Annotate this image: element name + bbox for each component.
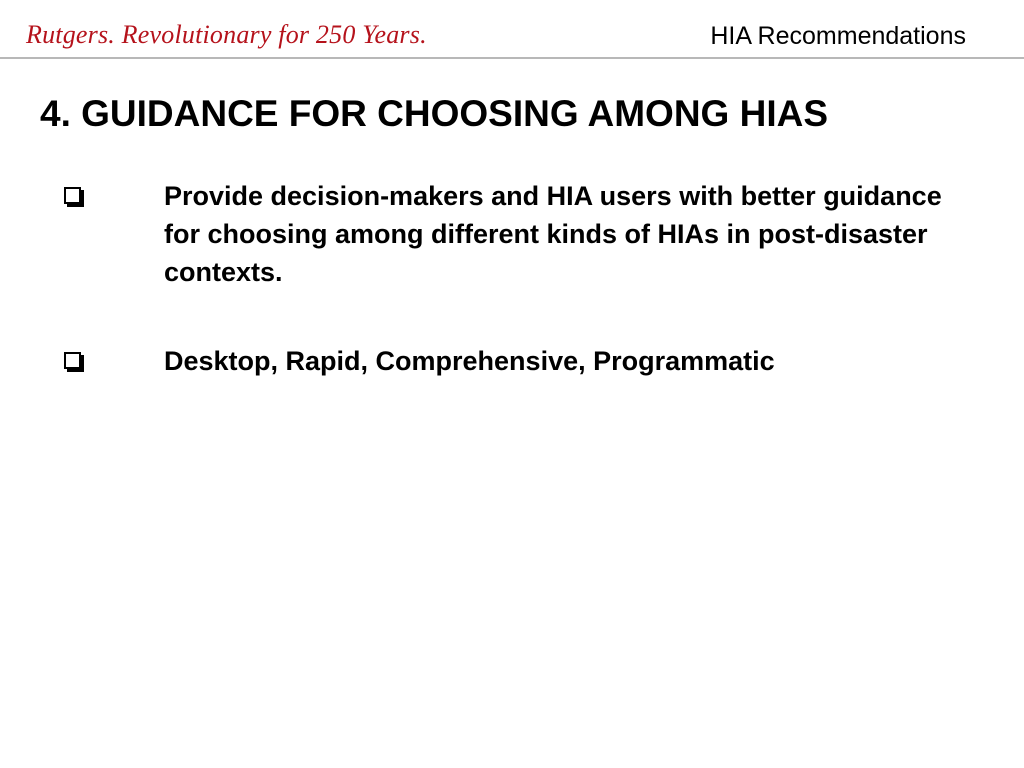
slide-header: [0, 0, 1024, 58]
slide-title: 4. GUIDANCE FOR CHOOSING AMONG HIAS: [40, 93, 829, 134]
checkbox-icon: [64, 352, 81, 369]
header-divider: [0, 57, 1024, 59]
header-title: HIA Recommendations: [710, 22, 966, 50]
bullet-text: Provide decision-makers and HIA users with better guidance for choosing among different kinds of HIAs in post-disaster contexts.: [164, 181, 942, 287]
checkbox-icon: [64, 187, 81, 204]
rutgers-logo-text: Rutgers. Revolutionary for 250 Years.: [26, 20, 427, 49]
bullet-text: Desktop, Rapid, Comprehensive, Programmatic: [164, 346, 775, 376]
